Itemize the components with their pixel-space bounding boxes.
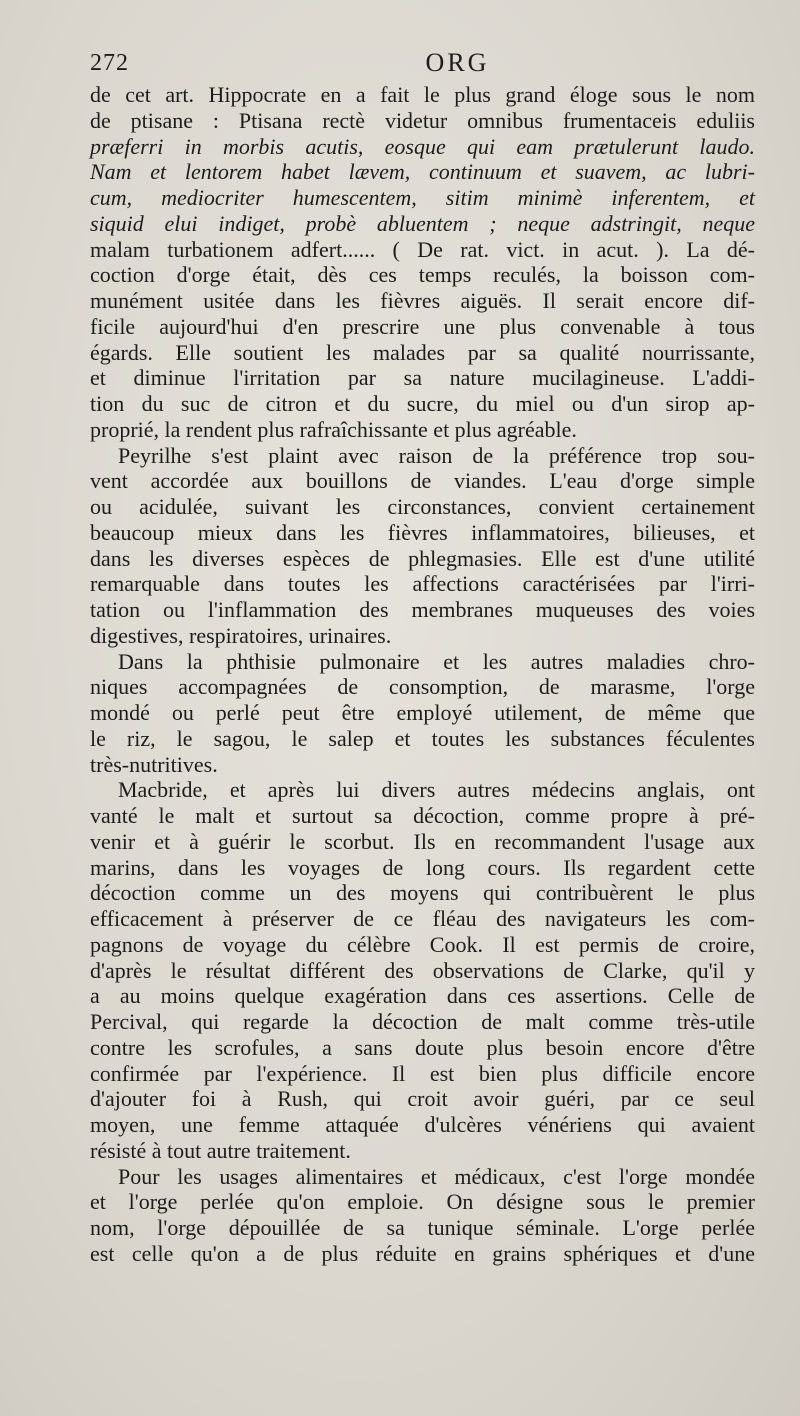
text-line: Percival, qui regarde la décoction de malt comme très-utile bbox=[90, 1009, 755, 1034]
page-header bbox=[90, 46, 755, 82]
text-line: cum, mediocriter humescentem, sitim minimè inferentem, et bbox=[90, 185, 755, 210]
text-line: digestives, respiratoires, urinaires. bbox=[90, 622, 392, 648]
text-line: ou acidulée, suivant les circonstances, convient certainement bbox=[90, 494, 755, 519]
text-line: a au moins quelque exagération dans ces assertions. Celle de bbox=[90, 983, 755, 1009]
text-line: munément usitée dans les fièvres aiguës. Il serait encore dif- bbox=[90, 288, 755, 313]
text-line: marins, dans les voyages de long cours. Ils regardent cette bbox=[90, 854, 755, 880]
text-line: ficile aujourd'hui d'en prescrire une plus convenable à tous bbox=[90, 313, 755, 339]
running-head: ORG bbox=[425, 48, 490, 77]
text-line: efficacement à préserver de ce fléau des navigateurs les com- bbox=[90, 906, 755, 931]
body-text bbox=[90, 82, 755, 1267]
text-line: siquid elui indiget, probè abluentem ; neque adstringit, neque bbox=[90, 210, 755, 236]
text-line: malam turbationem adfert...... ( De rat. vict. in acut. ). La dé- bbox=[90, 236, 755, 262]
page-number: 272 bbox=[90, 50, 129, 76]
text-line: Peyrilhe s'est plaint avec raison de la préférence trop sou- bbox=[118, 442, 755, 468]
text-line: pagnons de voyage du célèbre Cook. Il est permis de croire, bbox=[90, 931, 755, 957]
text-line: le riz, le sagou, le salep et toutes les substances féculentes bbox=[90, 725, 755, 751]
text-line: vent accordée aux bouillons de viandes. L'eau d'orge simple bbox=[90, 468, 755, 494]
text-line: Nam et lentorem habet lævem, continuum et suavem, ac lubri- bbox=[90, 159, 755, 185]
text-line: vanté le malt et surtout sa décoction, comme propre à pré- bbox=[90, 803, 755, 828]
text-line: résisté à tout autre traitement. bbox=[90, 1137, 351, 1163]
text-line: tation ou l'inflammation des membranes muqueuses des voies bbox=[90, 597, 755, 622]
text-line: d'après le résultat différent des observations de Clarke, qu'il y bbox=[90, 957, 755, 983]
text-line: Macbride, et après lui divers autres médecins anglais, ont bbox=[118, 777, 755, 803]
text-line: tion du suc de citron et du sucre, du miel ou d'un sirop ap- bbox=[90, 391, 755, 416]
text-line: proprié, la rendent plus rafraîchissante et plus agréable. bbox=[90, 416, 577, 442]
text-line: beaucoup mieux dans les fièvres inflammatoires, bilieuses, et bbox=[90, 519, 755, 545]
text-line: præferri in morbis acutis, eosque qui eam prætulerunt laudo. bbox=[90, 133, 755, 159]
text-line: et l'orge perlée qu'on emploie. On désigne sous le premier bbox=[90, 1189, 755, 1215]
text-line: niques accompagnées de consomption, de marasme, l'orge bbox=[90, 674, 755, 700]
text-line: de cet art. Hippocrate en a fait le plus grand éloge sous le nom bbox=[90, 82, 755, 107]
text-line: de ptisane : Ptisana rectè videtur omnibus frumentaceis eduliis bbox=[90, 107, 755, 133]
text-line: confirmée par l'expérience. Il est bien plus difficile encore bbox=[90, 1060, 755, 1086]
text-line: nom, l'orge dépouillée de sa tunique séminale. L'orge perlée bbox=[90, 1215, 755, 1240]
text-line: venir et à guérir le scorbut. Ils en recommandent l'usage aux bbox=[90, 828, 755, 854]
text-line: très-nutritives. bbox=[90, 751, 218, 777]
text-line: est celle qu'on a de plus réduite en grains sphériques et d'une bbox=[90, 1240, 755, 1266]
text-line: Dans la phthisie pulmonaire et les autres maladies chro- bbox=[118, 648, 755, 674]
text-line: remarquable dans toutes les affections caractérisées par l'irri- bbox=[90, 571, 755, 597]
text-line: décoction comme un des moyens qui contribuèrent le plus bbox=[90, 880, 755, 906]
text-line: mondé ou perlé peut être employé utilement, de même que bbox=[90, 700, 755, 725]
text-line: moyen, une femme attaquée d'ulcères vénériens qui avaient bbox=[90, 1112, 755, 1137]
text-line: contre les scrofules, a sans doute plus besoin encore d'être bbox=[90, 1034, 755, 1060]
text-line: coction d'orge était, dès ces temps reculés, la boisson com- bbox=[90, 262, 755, 288]
text-line: et diminue l'irritation par sa nature mucilagineuse. L'addi- bbox=[90, 365, 755, 391]
text-line: dans les diverses espèces de phlegmasies. Elle est d'une utilité bbox=[90, 545, 755, 571]
text-line: Pour les usages alimentaires et médicaux, c'est l'orge mondée bbox=[118, 1163, 755, 1189]
text-line: égards. Elle soutient les malades par sa qualité nourrissante, bbox=[90, 339, 755, 365]
text-line: d'ajouter foi à Rush, qui croit avoir guéri, par ce seul bbox=[90, 1086, 755, 1112]
